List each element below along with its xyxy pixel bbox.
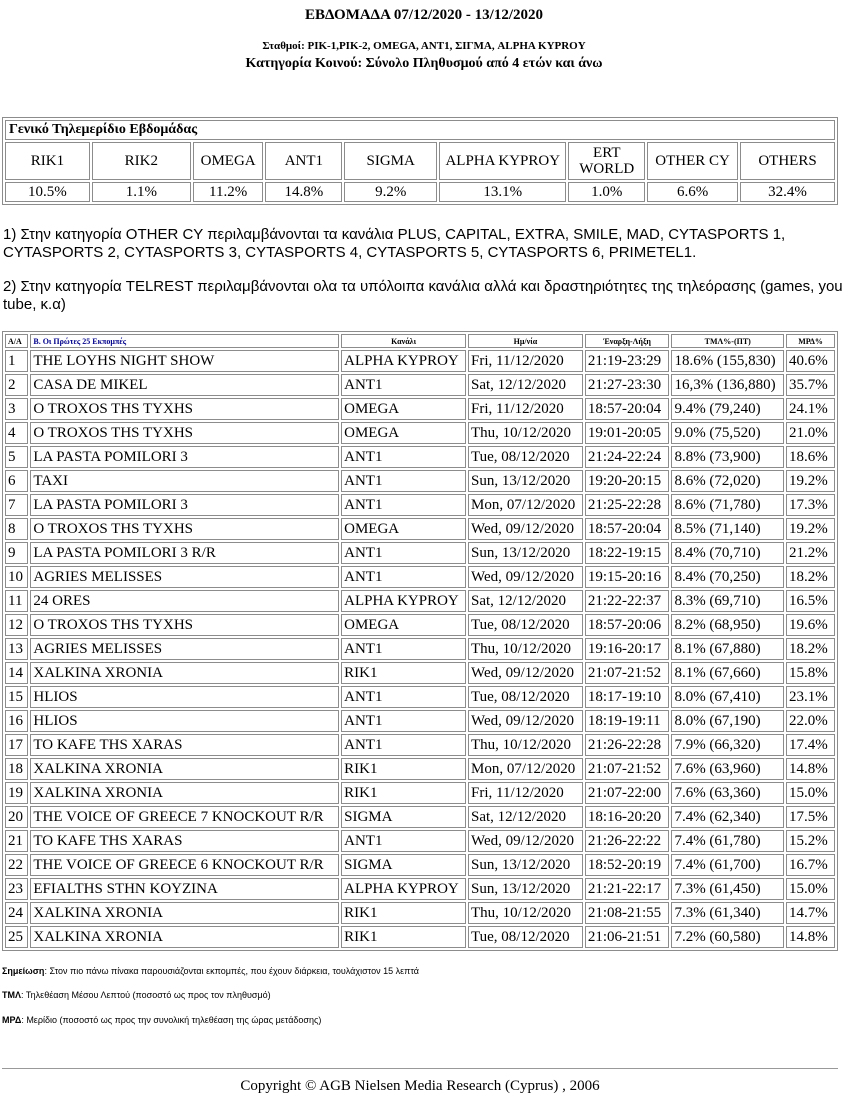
cell-time: 19:20-20:15 <box>585 470 670 492</box>
cell-channel: ANT1 <box>341 494 466 516</box>
cell-channel: RIK1 <box>341 782 466 804</box>
table-row <box>5 350 835 372</box>
legend-share-label: ΜΡΔ <box>2 1015 22 1025</box>
cell-rank: 19 <box>5 782 28 804</box>
audience-category: Κατηγορία Κοινού: Σύνολο Πληθυσμού από 4 ετών και άνω <box>245 56 603 71</box>
cell-tvr: 8.6% (71,780) <box>671 494 784 516</box>
cell-share: 35.7% <box>786 374 835 396</box>
cell-time: 21:24-22:24 <box>585 446 670 468</box>
cell-time: 21:07-21:52 <box>585 662 670 684</box>
cell-share: 17.5% <box>786 806 835 828</box>
cell-channel: RIK1 <box>341 662 466 684</box>
col-date-header: Ημ/νία <box>468 334 583 348</box>
cell-time: 21:25-22:28 <box>585 494 670 516</box>
legend-note-text: : Στον πιο πάνω πίνακα παρουσιάζονται εκπομπές, που έχουν διάρκεια, τουλάχιστον 15 λεπτά <box>44 966 419 976</box>
cell-rank: 3 <box>5 398 28 420</box>
cell-time: 21:08-21:55 <box>585 902 670 924</box>
cell-channel: ANT1 <box>341 542 466 564</box>
cell-time: 21:26-22:28 <box>585 734 670 756</box>
cell-rank: 20 <box>5 806 28 828</box>
cell-tvr: 7.4% (61,780) <box>671 830 784 852</box>
table-header-row <box>5 334 835 348</box>
cell-date: Wed, 09/12/2020 <box>468 662 583 684</box>
footer-divider <box>2 1068 838 1069</box>
cell-date: Tue, 08/12/2020 <box>468 446 583 468</box>
cell-programme: 24 ORES <box>30 590 339 612</box>
channel-name: SIGMA <box>344 142 437 180</box>
channel-name: RIK1 <box>5 142 90 180</box>
table-row <box>5 686 835 708</box>
cell-date: Thu, 10/12/2020 <box>468 638 583 660</box>
legend-share <box>2 1015 321 1025</box>
cell-programme: LA PASTA POMILORI 3 <box>30 446 339 468</box>
other-cy-note: 1) Στην κατηγορία OTHER CY περιλαμβάνονται τα κανάλια PLUS, CAPITAL, EXTRA, SMILE, MAD, CYTASPORTS 1, CYTASPORTS 2, CYTASPORTS 3, CYTASPORTS 4, CYTASPORTS 5, CYTASPORTS 6, PRIMETEL1. <box>3 226 786 261</box>
cell-date: Tue, 08/12/2020 <box>468 614 583 636</box>
cell-time: 18:17-19:10 <box>585 686 670 708</box>
cell-time: 18:57-20:04 <box>585 398 670 420</box>
cell-rank: 4 <box>5 422 28 444</box>
cell-tvr: 7.2% (60,580) <box>671 926 784 948</box>
cell-rank: 15 <box>5 686 28 708</box>
col-programme-header: B. Οι Πρώτες 25 Εκπομπές <box>30 334 339 348</box>
cell-rank: 11 <box>5 590 28 612</box>
cell-time: 21:22-22:37 <box>585 590 670 612</box>
table-row <box>5 494 835 516</box>
cell-time: 21:19-23:29 <box>585 350 670 372</box>
cell-share: 15.8% <box>786 662 835 684</box>
cell-programme: XALKINA XRONIA <box>30 662 339 684</box>
cell-share: 15.2% <box>786 830 835 852</box>
cell-channel: OMEGA <box>341 422 466 444</box>
cell-programme: TO KAFE THS XARAS <box>30 734 339 756</box>
channel-name: ALPHA KYPROY <box>439 142 566 180</box>
col-channel-header: Κανάλι <box>341 334 466 348</box>
cell-tvr: 8.6% (72,020) <box>671 470 784 492</box>
cell-rank: 21 <box>5 830 28 852</box>
cell-date: Tue, 08/12/2020 <box>468 926 583 948</box>
table-row <box>5 878 835 900</box>
cell-tvr: 8.5% (71,140) <box>671 518 784 540</box>
cell-time: 21:06-21:51 <box>585 926 670 948</box>
col-share-header: ΜΡΔ% <box>786 334 835 348</box>
table-row <box>5 638 835 660</box>
col-tvr-header: ΤΜΛ%-(ΠΤ) <box>671 334 784 348</box>
cell-rank: 23 <box>5 878 28 900</box>
cell-channel: ALPHA KYPROY <box>341 878 466 900</box>
table-row <box>5 398 835 420</box>
cell-tvr: 7.9% (66,320) <box>671 734 784 756</box>
cell-programme: O TROXOS THS TYXHS <box>30 518 339 540</box>
cell-tvr: 8.0% (67,190) <box>671 710 784 732</box>
cell-tvr: 7.3% (61,340) <box>671 902 784 924</box>
cell-channel: ALPHA KYPROY <box>341 590 466 612</box>
cell-share: 22.0% <box>786 710 835 732</box>
col-rank-header: Α/Α <box>5 334 28 348</box>
cell-rank: 2 <box>5 374 28 396</box>
channel-name: RIK2 <box>92 142 191 180</box>
cell-programme: TAXI <box>30 470 339 492</box>
table-row <box>5 734 835 756</box>
cell-channel: OMEGA <box>341 518 466 540</box>
channel-name: ERT WORLD <box>568 142 645 180</box>
cell-tvr: 8.4% (70,710) <box>671 542 784 564</box>
cell-share: 19.2% <box>786 518 835 540</box>
channel-name: OTHERS <box>740 142 835 180</box>
channel-name: OMEGA <box>193 142 264 180</box>
cell-channel: ANT1 <box>341 566 466 588</box>
channel-name: OTHER CY <box>647 142 738 180</box>
cell-programme: O TROXOS THS TYXHS <box>30 398 339 420</box>
cell-date: Wed, 09/12/2020 <box>468 830 583 852</box>
table-row <box>5 542 835 564</box>
weekly-share-channels-row <box>5 142 835 180</box>
cell-programme: LA PASTA POMILORI 3 <box>30 494 339 516</box>
cell-share: 15.0% <box>786 878 835 900</box>
cell-rank: 12 <box>5 614 28 636</box>
cell-time: 21:27-23:30 <box>585 374 670 396</box>
cell-tvr: 7.6% (63,960) <box>671 758 784 780</box>
table-row <box>5 830 835 852</box>
cell-programme: TO KAFE THS XARAS <box>30 830 339 852</box>
weekly-share-table <box>2 117 838 205</box>
cell-date: Sat, 12/12/2020 <box>468 374 583 396</box>
channel-share: 9.2% <box>344 182 437 202</box>
cell-channel: ANT1 <box>341 686 466 708</box>
cell-programme: XALKINA XRONIA <box>30 926 339 948</box>
cell-channel: ANT1 <box>341 470 466 492</box>
cell-share: 23.1% <box>786 686 835 708</box>
cell-programme: THE LOYHS NIGHT SHOW <box>30 350 339 372</box>
top-25-programmes-table <box>2 331 838 951</box>
cell-rank: 6 <box>5 470 28 492</box>
cell-share: 24.1% <box>786 398 835 420</box>
cell-share: 19.6% <box>786 614 835 636</box>
cell-programme: XALKINA XRONIA <box>30 902 339 924</box>
legend-note <box>2 966 419 976</box>
channel-share: 32.4% <box>740 182 835 202</box>
cell-date: Mon, 07/12/2020 <box>468 494 583 516</box>
legend-tvr <box>2 990 271 1000</box>
cell-date: Thu, 10/12/2020 <box>468 902 583 924</box>
cell-date: Mon, 07/12/2020 <box>468 758 583 780</box>
channel-share: 1.1% <box>92 182 191 202</box>
cell-rank: 5 <box>5 446 28 468</box>
cell-channel: ANT1 <box>341 446 466 468</box>
cell-date: Sat, 12/12/2020 <box>468 806 583 828</box>
channel-name: ANT1 <box>265 142 342 180</box>
cell-share: 18.2% <box>786 566 835 588</box>
table-row <box>5 926 835 948</box>
cell-time: 21:21-22:17 <box>585 878 670 900</box>
cell-rank: 25 <box>5 926 28 948</box>
cell-programme: AGRIES MELISSES <box>30 638 339 660</box>
legend-tvr-label: ΤΜΛ <box>2 990 21 1000</box>
table-row <box>5 782 835 804</box>
cell-channel: ANT1 <box>341 734 466 756</box>
cell-date: Sun, 13/12/2020 <box>468 854 583 876</box>
table-row <box>5 902 835 924</box>
cell-share: 21.2% <box>786 542 835 564</box>
channel-share: 11.2% <box>193 182 264 202</box>
cell-programme: HLIOS <box>30 710 339 732</box>
cell-time: 18:57-20:06 <box>585 614 670 636</box>
cell-share: 18.2% <box>786 638 835 660</box>
cell-date: Thu, 10/12/2020 <box>468 422 583 444</box>
cell-tvr: 8.8% (73,900) <box>671 446 784 468</box>
cell-rank: 13 <box>5 638 28 660</box>
cell-tvr: 8.1% (67,880) <box>671 638 784 660</box>
cell-time: 18:52-20:19 <box>585 854 670 876</box>
cell-date: Wed, 09/12/2020 <box>468 518 583 540</box>
cell-channel: ANT1 <box>341 638 466 660</box>
cell-channel: ALPHA KYPROY <box>341 350 466 372</box>
cell-rank: 14 <box>5 662 28 684</box>
cell-programme: THE VOICE OF GREECE 6 KNOCKOUT R/R <box>30 854 339 876</box>
cell-programme: O TROXOS THS TYXHS <box>30 614 339 636</box>
cell-date: Wed, 09/12/2020 <box>468 566 583 588</box>
col-time-header: Έναρξη-Λήξη <box>585 334 670 348</box>
cell-programme: LA PASTA POMILORI 3 R/R <box>30 542 339 564</box>
cell-time: 18:16-20:20 <box>585 806 670 828</box>
cell-share: 15.0% <box>786 782 835 804</box>
cell-channel: OMEGA <box>341 398 466 420</box>
cell-tvr: 16,3% (136,880) <box>671 374 784 396</box>
cell-share: 17.4% <box>786 734 835 756</box>
cell-programme: XALKINA XRONIA <box>30 782 339 804</box>
cell-rank: 1 <box>5 350 28 372</box>
table-row <box>5 566 835 588</box>
cell-tvr: 7.3% (61,450) <box>671 878 784 900</box>
cell-share: 16.7% <box>786 854 835 876</box>
legend-note-label: Σημείωση <box>2 966 45 976</box>
cell-time: 21:26-22:22 <box>585 830 670 852</box>
cell-time: 19:15-20:16 <box>585 566 670 588</box>
cell-rank: 16 <box>5 710 28 732</box>
stations-line: Σταθμοί: ΡΙΚ-1,ΡΙΚ-2, OMEGA, ANT1, ΣΙΓΜΑ, ALPHA KYPROY <box>262 40 586 52</box>
cell-tvr: 7.6% (63,360) <box>671 782 784 804</box>
cell-programme: O TROXOS THS TYXHS <box>30 422 339 444</box>
table-row <box>5 518 835 540</box>
cell-tvr: 9.0% (75,520) <box>671 422 784 444</box>
legend-share-text: : Μερίδιο (ποσοστό ως προς την συνολική τηλεθέαση της ώρας μετάδοσης) <box>21 1015 322 1025</box>
cell-time: 18:22-19:15 <box>585 542 670 564</box>
cell-date: Wed, 09/12/2020 <box>468 710 583 732</box>
table-row <box>5 854 835 876</box>
cell-programme: HLIOS <box>30 686 339 708</box>
cell-share: 18.6% <box>786 446 835 468</box>
channel-share: 13.1% <box>439 182 566 202</box>
cell-rank: 22 <box>5 854 28 876</box>
cell-share: 16.5% <box>786 590 835 612</box>
cell-tvr: 8.4% (70,250) <box>671 566 784 588</box>
cell-date: Fri, 11/12/2020 <box>468 350 583 372</box>
channel-share: 6.6% <box>647 182 738 202</box>
table-row <box>5 758 835 780</box>
cell-channel: RIK1 <box>341 902 466 924</box>
table-row <box>5 422 835 444</box>
cell-share: 21.0% <box>786 422 835 444</box>
cell-programme: CASA DE MIKEL <box>30 374 339 396</box>
cell-time: 19:01-20:05 <box>585 422 670 444</box>
weekly-share-title: Γενικό Τηλεμερίδιο Εβδομάδας <box>5 120 835 140</box>
cell-rank: 9 <box>5 542 28 564</box>
copyright-notice: Copyright © AGB Nielsen Media Research (Cyprus) , 2006 <box>240 1078 600 1094</box>
cell-date: Fri, 11/12/2020 <box>468 398 583 420</box>
table-row <box>5 470 835 492</box>
cell-programme: AGRIES MELISSES <box>30 566 339 588</box>
table-row <box>5 446 835 468</box>
cell-date: Sat, 12/12/2020 <box>468 590 583 612</box>
cell-tvr: 8.0% (67,410) <box>671 686 784 708</box>
cell-time: 19:16-20:17 <box>585 638 670 660</box>
cell-share: 14.7% <box>786 902 835 924</box>
cell-share: 14.8% <box>786 926 835 948</box>
cell-date: Sun, 13/12/2020 <box>468 470 583 492</box>
cell-time: 18:57-20:04 <box>585 518 670 540</box>
table-row <box>5 710 835 732</box>
page-title: ΕΒΔΟΜΑΔΑ 07/12/2020 - 13/12/2020 <box>304 7 544 23</box>
table-row <box>5 614 835 636</box>
cell-tvr: 7.4% (62,340) <box>671 806 784 828</box>
cell-channel: RIK1 <box>341 926 466 948</box>
cell-channel: ANT1 <box>341 830 466 852</box>
cell-channel: ANT1 <box>341 710 466 732</box>
cell-share: 40.6% <box>786 350 835 372</box>
cell-rank: 18 <box>5 758 28 780</box>
table-row <box>5 806 835 828</box>
cell-channel: RIK1 <box>341 758 466 780</box>
cell-channel: ANT1 <box>341 374 466 396</box>
cell-channel: SIGMA <box>341 806 466 828</box>
cell-date: Sun, 13/12/2020 <box>468 542 583 564</box>
legend-tvr-text: : Τηλεθέαση Μέσου Λεπτού (ποσοστό ως προς τον πληθυσμό) <box>21 990 271 1000</box>
weekly-share-values-row <box>5 182 835 202</box>
channel-share: 14.8% <box>265 182 342 202</box>
cell-rank: 10 <box>5 566 28 588</box>
cell-share: 14.8% <box>786 758 835 780</box>
cell-share: 19.2% <box>786 470 835 492</box>
cell-time: 21:07-21:52 <box>585 758 670 780</box>
cell-time: 18:19-19:11 <box>585 710 670 732</box>
cell-programme: EFIALTHS STHN KOYZINA <box>30 878 339 900</box>
cell-date: Thu, 10/12/2020 <box>468 734 583 756</box>
cell-programme: XALKINA XRONIA <box>30 758 339 780</box>
cell-channel: OMEGA <box>341 614 466 636</box>
channel-share: 10.5% <box>5 182 90 202</box>
cell-time: 21:07-22:00 <box>585 782 670 804</box>
cell-date: Sun, 13/12/2020 <box>468 878 583 900</box>
cell-programme: THE VOICE OF GREECE 7 KNOCKOUT R/R <box>30 806 339 828</box>
cell-tvr: 8.3% (69,710) <box>671 590 784 612</box>
cell-tvr: 8.2% (68,950) <box>671 614 784 636</box>
table-row <box>5 374 835 396</box>
table-row <box>5 590 835 612</box>
cell-tvr: 7.4% (61,700) <box>671 854 784 876</box>
channel-share: 1.0% <box>568 182 645 202</box>
cell-rank: 24 <box>5 902 28 924</box>
cell-tvr: 9.4% (79,240) <box>671 398 784 420</box>
cell-rank: 17 <box>5 734 28 756</box>
cell-share: 17.3% <box>786 494 835 516</box>
cell-tvr: 8.1% (67,660) <box>671 662 784 684</box>
table-row <box>5 662 835 684</box>
telrest-note: 2) Στην κατηγορία TELREST περιλαμβάνονται ολα τα υπόλοιπα κανάλια αλλά και δραστηριότητες της τηλεόρασης (games, you tube, κ.α) <box>3 278 843 313</box>
cell-date: Fri, 11/12/2020 <box>468 782 583 804</box>
cell-date: Tue, 08/12/2020 <box>468 686 583 708</box>
cell-channel: SIGMA <box>341 854 466 876</box>
cell-tvr: 18.6% (155,830) <box>671 350 784 372</box>
cell-rank: 7 <box>5 494 28 516</box>
cell-rank: 8 <box>5 518 28 540</box>
